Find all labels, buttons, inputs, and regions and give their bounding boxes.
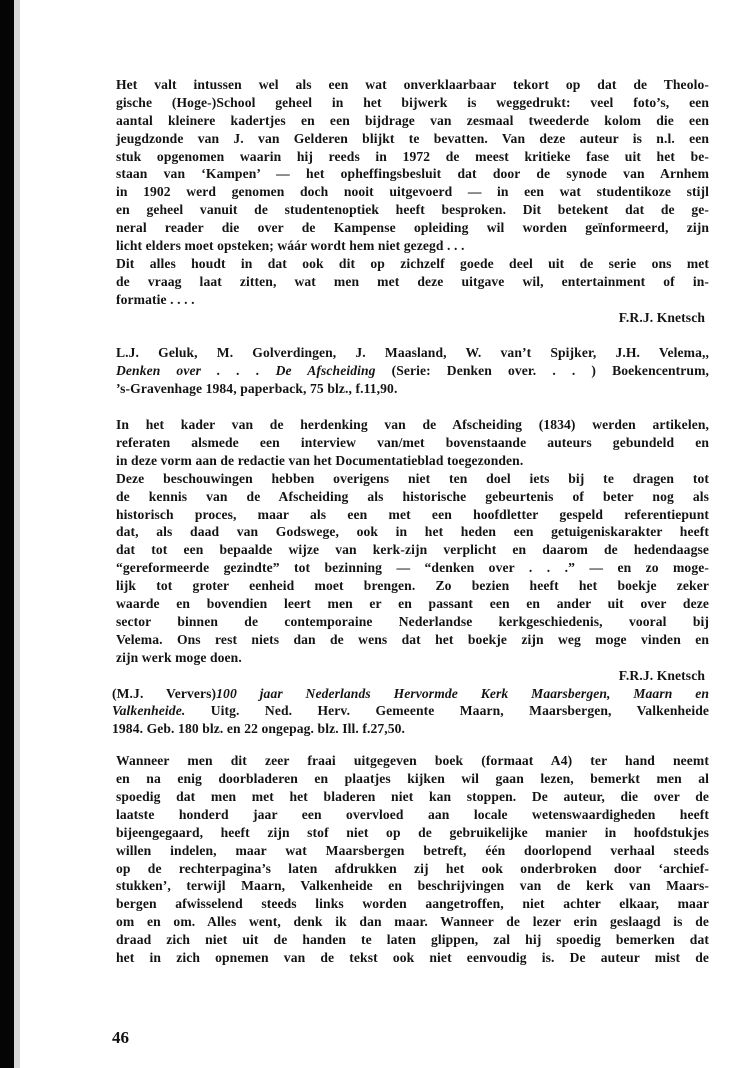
text-line: het in zich opnemen van de tekst ook niet eenvoudig is. De auteur mist de [116,949,709,965]
reviewer-signature: F.R.J. Knetsch [618,667,705,683]
review-kampen-paragraph-2 [116,255,709,309]
text-line: In het kader van de herdenking van de Afscheiding (1834) werden artikelen, [116,417,709,433]
book-publication: ’s-Gravenhage 1984, paperback, 75 blz., f.11,90. [116,381,398,397]
page-number: 46 [112,1028,129,1047]
text-line: in 1902 werd genomen doch nooit uitgevoerd — in een wat studentikoze stijl [116,184,709,200]
text-line: licht elders moet opsteken; wáár wordt hem niet gezegd . . . [116,238,465,254]
book-title: Denken over . . . De Afscheiding [116,363,376,379]
text-line: draad zich niet uit de handen te laten glippen, zal hij spoedig bemerken dat [116,932,709,948]
text-line: in deze vorm aan de redactie van het Documentatieblad toegezonden. [116,452,524,468]
text-line: sector binnen de contemporaine Nederlandse kerkgeschiedenis, vooral bij [116,613,709,629]
page-body [112,76,709,967]
text-line: lijk tot groter eenheid moet brengen. Zo bezien heeft het boekje zeker [116,578,709,594]
text-line: jeugdzonde van J. van Gelderen blijkt te bevatten. Van deze auteur is n.l. een [116,130,709,146]
text-line: spoedig dat men met het bladeren niet kan stoppen. De auteur, die over de [116,788,709,804]
text-line: Wanneer men dit zeer fraai uitgegeven boek (formaat A4) ter hand neemt [116,753,709,769]
text-line: de kennis van de Afscheiding als historische gebeurtenis of beter nog als [116,488,709,504]
book-entry-maarsbergen [112,685,709,739]
reviewer-signature: F.R.J. Knetsch [618,309,705,325]
review-kampen-paragraph-1 [116,76,709,255]
text-line: waarde en bovendien leert men er en passant een en ander uit over deze [116,596,709,612]
scan-border-shadow [14,0,20,1068]
text-line: aantal kleinere kadertjes en een bijdrage van zesmaal tweederde kolom die een [116,112,709,128]
text-line: en geheel vanuit de studentenoptiek heeft besproken. Dit betekent dat de ge- [116,202,709,218]
text-line: dat, als daad van Godswege, ook in het heden een getuigeniskarakter heeft [116,524,709,540]
text-line: bijeengegaard, heeft zijn stof niet op de gebruikelijke manier in hoofdstukjes [116,824,709,840]
text-line: staan van ‘Kampen’ — het opheffingsbesluit dat door de synode van Arnhem [116,166,709,182]
text-line: Dit alles houdt in dat ook dit op zichzelf goede deel uit de serie ons met [116,255,709,271]
text-line: formatie . . . . [116,291,195,307]
text-line: laatste honderd jaar een overvloed aan locale wetenswaardigheden heeft [116,806,709,822]
book-title-line [112,685,709,703]
review-afscheiding-paragraph-1 [116,416,709,470]
text-line: dat tot een bepaalde wijze van kerk-zijn verplicht en daarom de hedendaagse [116,542,709,558]
text-line: neral reader die over de Kampense opleiding wil worden geïnformeerd, zijn [116,220,709,236]
text-line: historisch proces, maar als een met een hoofdletter gespeld referentiepunt [116,506,709,522]
text-line: stukken’, terwijl Maarn, Valkenheide en beschrijvingen van de kerk van Maars- [116,878,709,894]
book-publisher-line [112,702,709,720]
review-maarsbergen-paragraph [116,752,709,967]
text-line: op de rechterpagina’s laten afdrukken zij het ook onderbroken door ‘archief- [116,860,709,876]
book-entry-afscheiding [116,344,709,398]
text-line: Het valt intussen wel als een wat onverklaarbaar tekort op dat de Theolo- [116,77,709,92]
book-title: 100 jaar Nederlands Hervormde Kerk Maarsbergen, Maarn en [216,685,709,701]
book-author: (M.J. Ververs) [112,685,217,701]
book-publisher: Uitg. Ned. Herv. Gemeente Maarn, Maarsbergen, Valkenheide [185,703,709,719]
book-publication: 1984. Geb. 180 blz. en 22 ongepag. blz. Ill. f.27,50. [112,721,406,737]
review-afscheiding-paragraph-2 [116,470,709,667]
text-line: Velema. Ons rest niets dan de wens dat het boekje zijn weg moge vinden en [116,631,709,647]
book-authors: L.J. Geluk, M. Golverdingen, J. Maasland, W. van’t Spijker, J.H. Velema,, [116,345,709,361]
text-line: de vraag laat zitten, wat men met deze uitgave wil, entertainment of in- [116,273,709,289]
text-line: referaten alsmede een interview van/met bovenstaande auteurs gebundeld en [116,435,709,451]
text-line: stuk opgenomen waarin hij reeds in 1972 de meest kritieke fase uit het be- [116,148,709,164]
text-line: willen indelen, maar wat Maarsbergen betreft, één doorlopend verhaal steeds [116,842,709,858]
text-line: “gereformeerde gezindte” tot bezinning — “denken over . . .” — en zo moge- [116,560,709,576]
text-line: gische (Hoge-)School geheel in het bijwerk is weggedrukt: veel foto’s, een [116,94,709,110]
scan-border [0,0,14,1068]
text-line: om en om. Alles went, denk ik dan maar. Wanneer de lezer erin geslaagd is de [116,914,709,930]
text-line: bergen afwisselend steeds links worden aangetroffen, niet achter elkaar, maar [116,896,709,912]
book-series: (Serie: Denken over. . . ) Boekencentrum, [375,363,709,379]
text-line: zijn werk moge doen. [116,649,242,665]
text-line: en na enig doorbladeren en plaatjes kijken wil gaan lezen, bemerkt men al [116,771,709,787]
book-title-continued: Valkenheide. [112,703,186,719]
book-title-line [116,362,709,380]
text-line: Deze beschouwingen hebben overigens niet ten doel iets bij te dragen tot [116,470,709,486]
